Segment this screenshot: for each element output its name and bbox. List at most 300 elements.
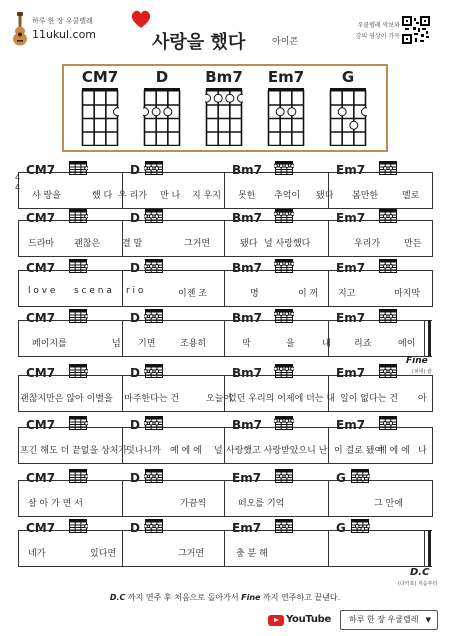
lyric-syllable: l o v e xyxy=(28,286,56,296)
lyric-syllable: 에이 xyxy=(398,339,416,349)
lyric-syllable: 됐다 xyxy=(240,239,258,249)
finger-dot xyxy=(279,262,283,266)
lyric-syllable: 사랑했고 사랑받았으니 난 xyxy=(226,446,328,456)
lyric-syllable: 살 아 가 면 서 xyxy=(28,499,83,509)
lyric-line xyxy=(18,188,432,208)
lyric-syllable: 못한 xyxy=(238,191,256,201)
finger-dot xyxy=(383,214,387,218)
lyric-syllable: 추억이 xyxy=(274,191,301,201)
chord-marker-name: Bm7 xyxy=(232,261,262,275)
staff-row xyxy=(18,211,432,260)
lyric-line xyxy=(18,496,432,516)
chord-marker-fretboard xyxy=(350,469,370,483)
dc-note: (다카포) 처음부터 xyxy=(398,581,438,587)
time-signature-top: 4 xyxy=(15,173,21,182)
finger-dot xyxy=(149,166,153,170)
chord-marker-name: Bm7 xyxy=(232,418,262,432)
lyric-syllable: 리죠 xyxy=(354,339,372,349)
lyric-syllable: 지 우지 xyxy=(192,191,221,201)
chord-marker-fretboard xyxy=(68,209,88,223)
finger-dot xyxy=(274,164,277,168)
chord-nut xyxy=(379,259,397,263)
chord-nut xyxy=(206,88,242,92)
finger-dot xyxy=(285,312,289,316)
chord-fretboard xyxy=(143,88,181,146)
chord-marker-fretboard xyxy=(68,519,88,533)
finger-dot xyxy=(389,421,393,425)
lyric-syllable: 충 분 해 xyxy=(236,549,268,559)
finger-dot xyxy=(291,212,294,216)
lyric-syllable: 괜찮은 xyxy=(74,239,101,249)
chord-marker-name: D xyxy=(130,211,140,225)
lyric-syllable: 결 말 xyxy=(122,239,143,249)
chord-marker-name: G xyxy=(336,521,346,535)
finger-dot xyxy=(214,94,222,102)
lyric-syllable: 넘 xyxy=(112,339,121,349)
lyric-syllable: 그거면 xyxy=(178,549,205,559)
chord-marker-fretboard xyxy=(144,519,164,533)
chord-marker-name: CM7 xyxy=(26,366,56,380)
lyric-syllable: 우 리가 xyxy=(118,191,147,201)
chord-nut xyxy=(145,259,163,263)
lyric-syllable: 었던 우리의 어제에 더는 내 xyxy=(228,394,336,404)
finger-dot xyxy=(389,166,393,170)
chord-name: CM7 xyxy=(81,68,119,86)
dc-marker: D.C xyxy=(410,567,430,578)
chord-marker-fretboard xyxy=(144,469,164,483)
finger-dot xyxy=(279,419,283,423)
finger-dot xyxy=(361,477,365,481)
chord-nut xyxy=(69,364,87,368)
chord-name: D xyxy=(155,68,169,86)
lyric-line xyxy=(18,443,432,463)
finger-dot xyxy=(279,367,283,371)
chord-nut xyxy=(145,469,163,473)
finger-dot xyxy=(276,108,284,116)
chord-marker-name: Bm7 xyxy=(232,311,262,325)
chord-fretboard xyxy=(267,88,305,146)
finger-dot xyxy=(155,264,159,268)
chord-marker-name: Em7 xyxy=(336,311,366,325)
chord-marker-name: Em7 xyxy=(336,418,366,432)
chord-name: Em7 xyxy=(267,68,305,86)
chord-marker-name: Em7 xyxy=(336,163,366,177)
lyric-syllable: 명 xyxy=(250,289,259,299)
lyric-syllable: 이젠 조 xyxy=(178,289,207,299)
chord-marker-name: D xyxy=(130,366,140,380)
chord-diagram-em7 xyxy=(258,68,314,146)
promo-text xyxy=(324,20,400,42)
chord-marker-fretboard xyxy=(68,259,88,273)
finger-dot xyxy=(367,474,370,478)
finger-dot xyxy=(205,94,211,102)
fine-note: (피네) 끝 xyxy=(412,369,432,375)
chord-nut xyxy=(275,309,293,313)
lyric-syllable: 만 나 xyxy=(160,191,181,201)
finger-dot xyxy=(291,419,294,423)
chord-nut xyxy=(69,309,87,313)
lyric-syllable: 그거면 xyxy=(184,239,211,249)
finger-dot xyxy=(85,264,88,268)
finger-dot xyxy=(274,262,277,266)
chord-marker-fretboard xyxy=(378,416,398,430)
lyric-syllable: 일이 없다는 건 xyxy=(340,394,398,404)
chord-nut xyxy=(275,209,293,213)
chord-marker-fretboard xyxy=(144,161,164,175)
chord-nut xyxy=(145,416,163,420)
chord-nut xyxy=(379,161,397,165)
chord-nut xyxy=(145,364,163,368)
chord-marker-name: D xyxy=(130,261,140,275)
lyric-line xyxy=(18,391,432,411)
lyric-line xyxy=(18,286,432,306)
chord-nut xyxy=(268,88,304,92)
lyric-syllable: 이 꺼 xyxy=(298,289,319,299)
finger-dot xyxy=(144,421,147,425)
time-signature-bottom: 4 xyxy=(15,183,21,192)
measure-bar xyxy=(432,427,433,464)
finger-dot xyxy=(144,474,147,478)
chord-marker-fretboard xyxy=(378,309,398,323)
chord-nut xyxy=(275,416,293,420)
finger-dot xyxy=(389,214,393,218)
finger-dot xyxy=(149,314,153,318)
finger-dot xyxy=(155,524,159,528)
finger-dot xyxy=(155,369,159,373)
lyric-syllable: 아 xyxy=(418,394,427,404)
chord-marker-fretboard xyxy=(274,416,294,430)
finger-dot xyxy=(164,108,172,116)
chord-nut xyxy=(145,209,163,213)
finger-dot xyxy=(274,312,277,316)
chord-nut xyxy=(351,519,369,523)
finger-dot xyxy=(274,419,277,423)
finger-dot xyxy=(389,314,393,318)
chord-marker-fretboard xyxy=(378,259,398,273)
finger-dot xyxy=(274,212,277,216)
staff-row xyxy=(18,311,432,360)
chord-nut xyxy=(69,469,87,473)
finger-dot xyxy=(361,527,365,531)
chord-nut xyxy=(330,88,366,92)
staff-line-bottom xyxy=(18,463,432,464)
finger-dot xyxy=(144,524,147,528)
finger-dot xyxy=(279,474,283,478)
lyric-line xyxy=(18,336,432,356)
lyric-syllable: 지고 xyxy=(338,289,356,299)
lyric-syllable: 마주한다는 건 xyxy=(124,394,180,404)
finger-dot xyxy=(279,212,283,216)
chevron-down-icon: ▼ xyxy=(425,616,431,624)
lyric-syllable: 프긴 해도 더 끝없을 상처가 xyxy=(20,446,128,456)
lyric-syllable: 나 xyxy=(418,446,427,456)
chord-marker-fretboard xyxy=(68,161,88,175)
chord-nut xyxy=(379,309,397,313)
channel-label: 하루 한 장 우쿨렐레 xyxy=(349,615,419,624)
measure-bar xyxy=(432,220,433,257)
lyric-syllable: 널 xyxy=(214,446,223,456)
finger-dot xyxy=(291,312,294,316)
chord-marker-fretboard xyxy=(68,309,88,323)
finger-dot xyxy=(85,314,88,318)
chord-nut xyxy=(275,259,293,263)
chord-nut xyxy=(144,88,180,92)
channel-select[interactable] xyxy=(340,610,438,630)
chord-nut xyxy=(275,519,293,523)
finger-dot xyxy=(85,166,88,170)
chord-chart xyxy=(62,64,388,152)
chord-marker-fretboard xyxy=(144,416,164,430)
chord-nut xyxy=(145,519,163,523)
finger-dot xyxy=(350,121,358,129)
chord-marker-fretboard xyxy=(274,309,294,323)
chord-name: Bm7 xyxy=(205,68,243,86)
finger-dot xyxy=(279,164,283,168)
chord-marker-name: Em7 xyxy=(336,211,366,225)
finger-dot xyxy=(85,474,88,478)
lyric-syllable: 예 에 에 xyxy=(378,446,410,456)
chord-diagram-g xyxy=(320,68,376,146)
instruction-fine: Fine xyxy=(241,593,261,602)
chord-marker-name: Em7 xyxy=(336,261,366,275)
finger-dot xyxy=(291,164,294,168)
chord-marker-fretboard xyxy=(274,519,294,533)
finger-dot xyxy=(291,367,294,371)
lyric-syllable: 떠오를 기억 xyxy=(238,499,285,509)
song-title: 사랑을 했다 xyxy=(152,32,246,53)
finger-dot xyxy=(143,108,149,116)
finger-dot xyxy=(389,264,393,268)
lyric-syllable: 가끔씩 xyxy=(180,499,207,509)
chord-nut xyxy=(379,364,397,368)
chord-nut xyxy=(69,519,87,523)
finger-dot xyxy=(362,108,368,116)
chord-nut xyxy=(379,416,397,420)
lyric-syllable: 봄만한 xyxy=(352,191,379,201)
finger-dot xyxy=(155,474,159,478)
chord-marker-name: CM7 xyxy=(26,261,56,275)
staff-row xyxy=(15,163,432,212)
chord-marker-name: D xyxy=(130,471,140,485)
chord-marker-fretboard xyxy=(378,161,398,175)
finger-dot xyxy=(144,369,147,373)
lyric-syllable: r i o xyxy=(126,286,144,296)
youtube-label: YouTube xyxy=(286,614,331,625)
chord-marker-name: CM7 xyxy=(26,311,56,325)
chord-nut xyxy=(82,88,118,92)
chord-marker-name: Bm7 xyxy=(232,211,262,225)
finger-dot xyxy=(149,214,153,218)
staff-row xyxy=(18,521,432,570)
instruction-dc: D.C xyxy=(109,593,126,602)
lyric-syllable: 예 에 에 xyxy=(170,446,202,456)
chord-marker-fretboard xyxy=(378,364,398,378)
lyric-syllable: 했 다 xyxy=(92,191,113,201)
chord-marker-name: CM7 xyxy=(26,418,56,432)
lyric-syllable: 우리가 xyxy=(354,239,381,249)
finger-dot xyxy=(285,262,289,266)
lyric-syllable: 멜로 xyxy=(402,191,420,201)
chord-marker-fretboard xyxy=(68,469,88,483)
finger-dot xyxy=(155,421,159,425)
chord-marker-name: D xyxy=(130,311,140,325)
chord-marker-name: CM7 xyxy=(26,521,56,535)
chord-marker-fretboard xyxy=(144,259,164,273)
chord-marker-name: Em7 xyxy=(336,366,366,380)
chord-nut xyxy=(145,309,163,313)
lyric-line xyxy=(18,236,432,256)
chord-nut xyxy=(69,416,87,420)
finger-dot xyxy=(226,94,234,102)
site-logo[interactable] xyxy=(12,10,122,54)
youtube-link[interactable] xyxy=(268,612,336,628)
staff-row xyxy=(18,261,432,310)
chord-marker-fretboard xyxy=(378,209,398,223)
lyric-syllable: 오늘이 xyxy=(206,394,233,404)
finger-dot xyxy=(338,108,346,116)
logo-tagline: 하루 한 장 우쿨렐레 xyxy=(32,17,93,25)
measure-bar xyxy=(432,270,433,307)
finger-dot xyxy=(383,166,387,170)
finger-dot xyxy=(144,264,147,268)
finger-dot xyxy=(144,214,147,218)
finger-dot xyxy=(285,524,289,528)
chord-marker-fretboard xyxy=(274,364,294,378)
lyric-syllable: 페이지를 xyxy=(32,339,67,349)
chord-nut xyxy=(379,209,397,213)
finger-dot xyxy=(149,264,153,268)
lyric-line xyxy=(18,546,432,566)
measure-bar xyxy=(432,172,433,209)
heart-icon xyxy=(130,8,152,30)
lyric-syllable: 을 xyxy=(286,339,295,349)
finger-dot xyxy=(288,108,296,116)
logo-url[interactable]: 11ukul.com xyxy=(32,28,97,41)
finger-dot xyxy=(155,166,159,170)
lyric-syllable: 괜찮지만은 않아 이별을 xyxy=(20,394,113,404)
play-instruction xyxy=(0,592,450,603)
ukulele-icon xyxy=(12,12,28,46)
chord-marker-fretboard xyxy=(274,259,294,273)
lyric-syllable: 조용히 xyxy=(180,339,207,349)
finger-dot xyxy=(85,524,88,528)
lyric-syllable: 사 랑을 xyxy=(32,191,61,201)
chord-marker-fretboard xyxy=(144,364,164,378)
lyric-syllable: 그 안에 xyxy=(374,499,403,509)
finger-dot xyxy=(383,369,387,373)
finger-dot xyxy=(291,262,294,266)
finger-dot xyxy=(85,214,88,218)
chord-nut xyxy=(69,259,87,263)
staff-line-bottom xyxy=(18,566,432,567)
qr-code-icon[interactable] xyxy=(402,16,430,44)
chord-marker-name: CM7 xyxy=(26,163,56,177)
staff-row xyxy=(18,471,432,520)
chord-marker-name: D xyxy=(130,163,140,177)
finger-dot xyxy=(355,474,359,478)
promo-line-2: 강의 영상이 가득 xyxy=(355,33,400,40)
chord-marker-name: Bm7 xyxy=(232,163,262,177)
chord-marker-name: D xyxy=(130,418,140,432)
lyric-syllable: 막 xyxy=(242,339,251,349)
lyric-syllable: 됐다 xyxy=(316,191,334,201)
finger-dot xyxy=(114,108,120,116)
chord-marker-fretboard xyxy=(274,161,294,175)
lyric-syllable: 드라마 xyxy=(28,239,55,249)
measure-bar xyxy=(432,375,433,412)
lyric-syllable: 내 xyxy=(322,339,331,349)
finger-dot xyxy=(149,524,153,528)
chord-marker-fretboard xyxy=(144,309,164,323)
finger-dot xyxy=(155,314,159,318)
chord-marker-fretboard xyxy=(350,519,370,533)
chord-marker-name: CM7 xyxy=(26,211,56,225)
chord-nut xyxy=(275,364,293,368)
chord-marker-name: CM7 xyxy=(26,471,56,485)
finger-dot xyxy=(285,212,289,216)
chord-marker-name: Bm7 xyxy=(232,366,262,380)
finger-dot xyxy=(155,214,159,218)
chord-nut xyxy=(275,469,293,473)
lyric-syllable: 만든 xyxy=(404,239,422,249)
finger-dot xyxy=(85,369,88,373)
chord-marker-fretboard xyxy=(274,209,294,223)
chord-marker-name: D xyxy=(130,521,140,535)
finger-dot xyxy=(285,419,289,423)
chord-nut xyxy=(69,161,87,165)
lyric-syllable: 덧나니까 xyxy=(126,446,161,456)
finger-dot xyxy=(85,421,88,425)
finger-dot xyxy=(144,166,147,170)
lyric-syllable: 있다면 xyxy=(90,549,117,559)
finger-dot xyxy=(149,421,153,425)
chord-diagram-d xyxy=(134,68,190,146)
staff-line-bottom xyxy=(18,356,432,357)
chord-marker-name: G xyxy=(336,471,346,485)
staff-line-bottom xyxy=(18,256,432,257)
chord-marker-name: Em7 xyxy=(232,521,262,535)
lyric-syllable: 이 걸로 됐어 xyxy=(334,446,384,456)
promo-line-1: 우쿨렐레 악보와 xyxy=(357,22,400,29)
chord-diagram-cm7 xyxy=(72,68,128,146)
chord-fretboard xyxy=(205,88,243,146)
finger-dot xyxy=(152,108,160,116)
finger-dot xyxy=(285,164,289,168)
lyric-syllable: 네가 xyxy=(28,549,46,559)
finger-dot xyxy=(274,367,277,371)
finger-dot xyxy=(383,264,387,268)
finger-dot xyxy=(367,524,370,528)
chord-nut xyxy=(351,469,369,473)
lyric-syllable: 기면 xyxy=(138,339,156,349)
measure-bar xyxy=(432,480,433,517)
finger-dot xyxy=(383,314,387,318)
lyric-syllable: 널 사랑했다 xyxy=(264,239,311,249)
staff-line-bottom xyxy=(18,306,432,307)
chord-fretboard xyxy=(81,88,119,146)
finger-dot xyxy=(355,524,359,528)
chord-nut xyxy=(275,161,293,165)
finger-dot xyxy=(279,312,283,316)
chord-fretboard xyxy=(329,88,367,146)
finger-dot xyxy=(285,367,289,371)
finger-dot xyxy=(389,369,393,373)
finger-dot xyxy=(285,474,289,478)
chord-marker-fretboard xyxy=(144,209,164,223)
chord-name: G xyxy=(341,68,355,86)
chord-nut xyxy=(69,209,87,213)
staff-row xyxy=(18,418,432,467)
